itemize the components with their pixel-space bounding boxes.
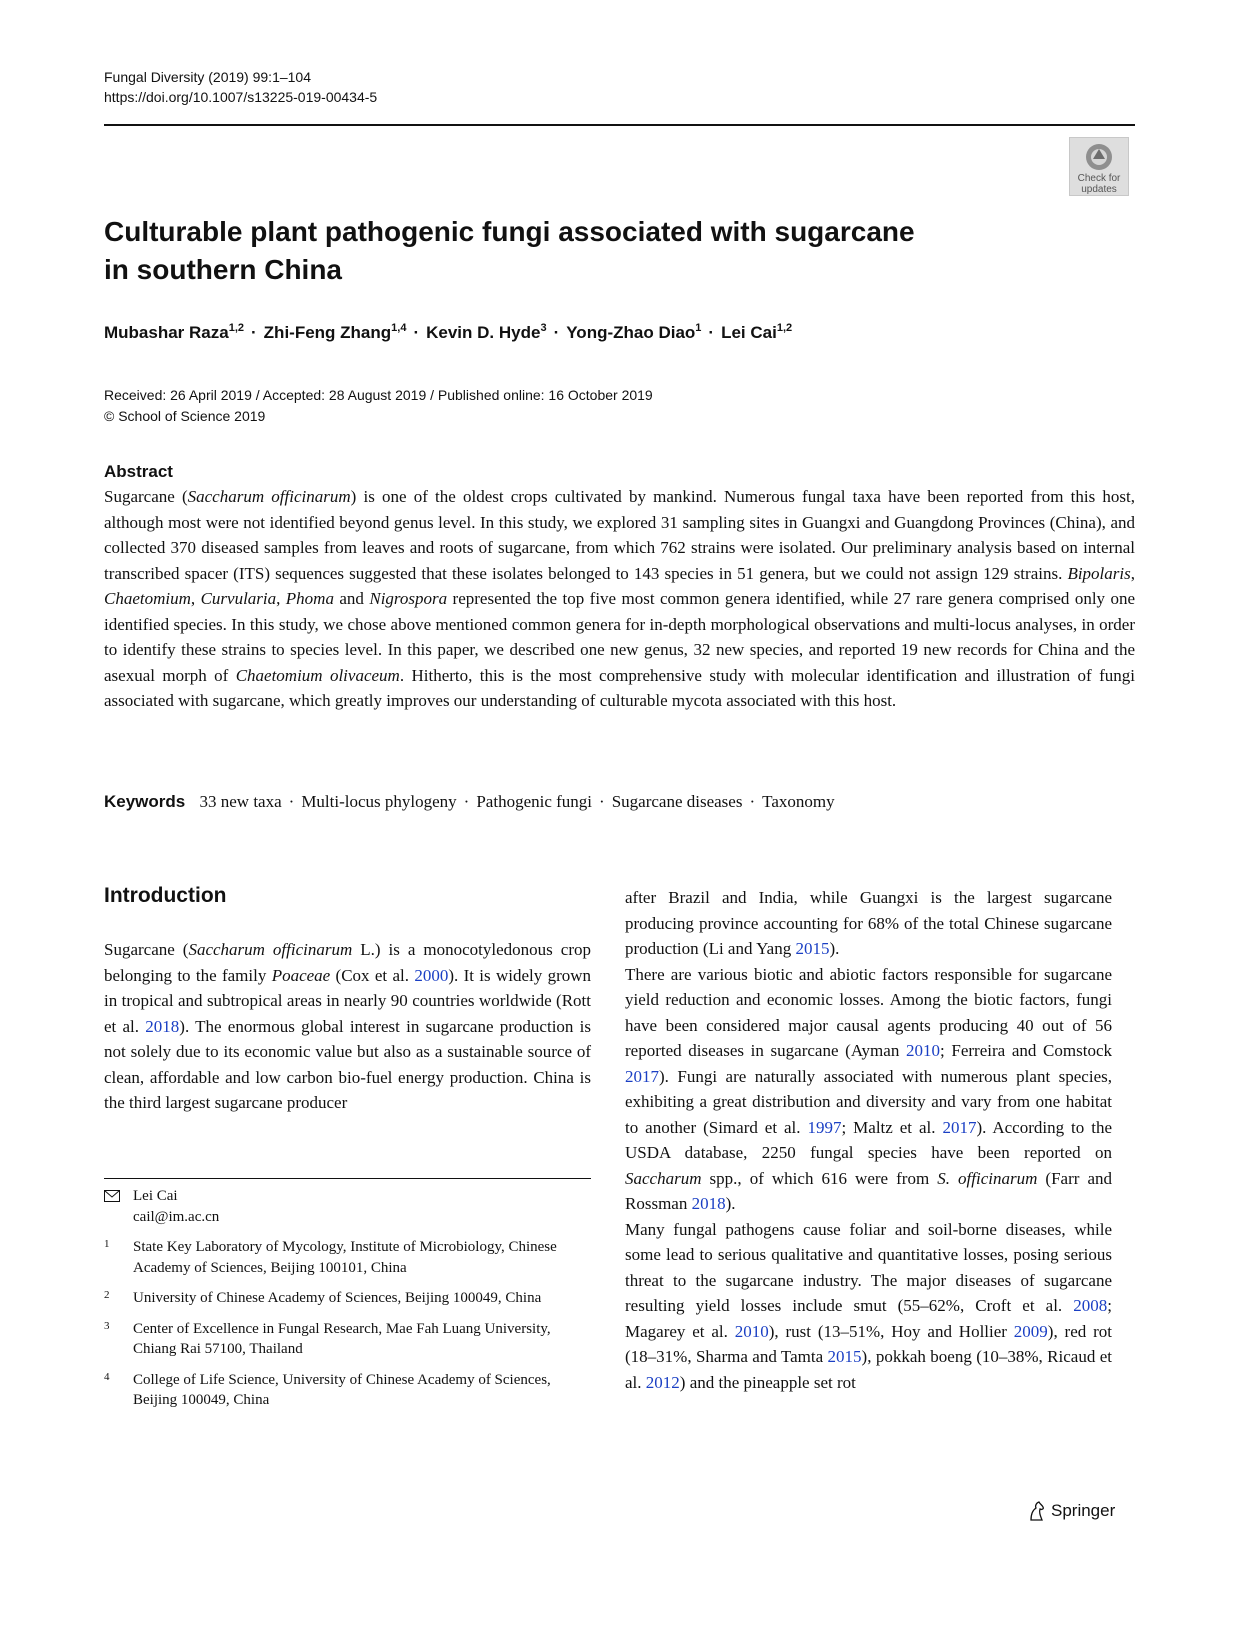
author-name[interactable]: Mubashar Raza [104,323,229,342]
citation-link[interactable]: 2008 [1073,1296,1108,1315]
text-run: ), pokkah boeng (10–38%, Ricaud et al. [625,1347,1112,1392]
author-separator: · [413,323,420,342]
correspondence-email[interactable]: cail@im.ac.cn [133,1208,220,1225]
affiliation-list [104,1237,591,1411]
affiliation [104,1370,591,1411]
correspondence [104,1186,591,1227]
introduction-heading: Introduction [104,884,227,907]
keyword: 33 new taxa [199,792,282,811]
italic-term: Phoma [285,589,334,608]
journal-citation: Fungal Diversity (2019) 99:1–104 [104,69,312,85]
affiliation-text: University of Chinese Academy of Sciences, Beijing 100049, China [133,1290,542,1306]
citation-link[interactable]: 2000 [414,965,449,985]
text-run: L.) is a monocotyledonous crop belonging to the family [104,940,591,985]
copyright-line: © School of Science 2019 [104,408,266,424]
keyword-separator: · [288,792,295,811]
citation-link[interactable]: 2009 [1013,1321,1048,1341]
text-run: ; Magarey et al. [625,1296,1112,1341]
affiliation [104,1237,591,1278]
citation-link[interactable]: 2010 [734,1321,769,1341]
italic-term: Saccharum [625,1168,702,1188]
keyword-separator: · [599,792,605,811]
text-run: ). The enormous global interest in sugarcane production is not solely due to its economic value but also as a sustainable source of clean, affordable and low carbon bio-fuel energy production. China is the third largest sugarcane producer [104,1016,591,1112]
badge-line-1: Check for [1077,173,1121,184]
italic-term: Chaetomium olivaceum [235,665,400,685]
envelope-icon [104,1190,120,1202]
citation-link[interactable]: 1997 [807,1117,842,1137]
affiliation-text: Center of Excellence in Fungal Research, Mae Fah Luang University, Chiang Rai 57100, Thailand [133,1320,551,1357]
text-run: ). Fungi are naturally associated with numerous plant species, exhibiting a great distribution and diversity and vary from one habitat to another (Simard et al. [625,1066,1112,1137]
affiliation-text: State Key Laboratory of Mycology, Institute of Microbiology, Chinese Academy of Sciences, Beijing 100101, China [133,1239,557,1276]
text-run: and [333,589,370,608]
abstract-heading: Abstract [104,462,173,481]
text-run: , [1130,563,1135,583]
author-separator: · [251,323,257,342]
keyword-separator: · [463,792,470,811]
author-affiliation-marker: 1 [695,322,702,334]
text-run: There are various biotic and abiotic factors responsible for sugarcane yield reduction and economic losses. Among the biotic factors, fungi have been considered major causal agents producing 40 out of 56 reported diseases in sugarcane (Ayman [625,964,1112,1060]
italic-term: Bipolaris [1067,563,1131,583]
affiliation [104,1319,591,1360]
keyword: Pathogenic fungi [476,792,593,811]
text-run: ). [725,1194,736,1213]
author-separator: · [708,323,715,342]
text-run: ), red rot (18–31%, Sharma and Tamta [625,1321,1112,1366]
text-run: ) is one of the oldest crops cultivated by mankind. Numerous fungal taxa have been reported from this host, although most were not identified beyond genus level. In this study, we explored 31 sampling sites in Guangxi and Guangdong Provinces (China), and collected 370 diseased samples from leaves and roots of sugarcane, from which 762 strains were isolated. Our preliminary analysis based on internal transcribed spacer (ITS) sequences suggested that these isolates belonged to 143 species in 51 genera, but we could not assign 129 strains. [104,487,1135,583]
citation-link[interactable]: 2015 [795,939,830,958]
footnote-rule [104,1178,591,1179]
italic-term: Poaceae [271,965,331,985]
article-title [104,213,1004,289]
badge-line-2: updates [1081,184,1117,195]
affiliation-number: 3 [104,1319,110,1332]
citation-link[interactable]: 2010 [906,1041,940,1060]
publisher-logo [1027,1500,1115,1522]
keyword: Taxonomy [762,792,835,811]
affiliation-text: College of Life Science, University of Chinese Academy of Sciences, Beijing 100049, China [133,1371,551,1408]
citation-link[interactable]: 2018 [691,1194,726,1213]
text-run: Sugarcane ( [104,487,188,506]
affiliation-number: 1 [104,1238,110,1250]
publisher-name: Springer [1051,1501,1116,1520]
text-run: ). It is widely grown in tropical and subtropical areas in nearly 90 countries worldwide (Rott et al. [104,965,592,1036]
header-rule [104,124,1135,126]
title-line-2: in southern China [104,254,342,285]
italic-term: Curvularia [200,589,277,608]
dates-line: Received: 26 April 2019 / Accepted: 28 August 2019 / Published online: 16 October 2019 [104,387,653,403]
citation-link[interactable]: 2015 [827,1347,862,1366]
text-run: (Cox et al. [330,965,415,985]
check-for-updates-badge[interactable] [1069,137,1129,196]
text-run: . Hitherto, this is the most comprehensive study with molecular identification and illustration of fungi associated with sugarcane, which greatly improves our understanding of culturable mycota associated with this host. [104,665,1135,710]
introduction-left-column [104,937,591,1116]
publication-dates [104,385,653,427]
author-list [104,323,792,343]
italic-term: S. officinarum [937,1168,1038,1188]
text-run: , [276,589,286,608]
author-affiliation-marker: 1,2 [228,322,244,334]
citation-link[interactable]: 2012 [645,1372,680,1392]
introduction-right-column [625,885,1112,1395]
text-run: represented the top five most common genera identified, while 27 rare genera comprised only one identified species. In this study, we chose above mentioned common genera for in-depth morphological observations and multi-locus analyses, in order to identify these strains to species level. In this paper, we described one new genus, 32 new species, and reported 19 new records for China and the asexual morph of [104,589,1136,685]
check-updates-icon [1085,143,1113,171]
correspondence-name: Lei Cai [133,1188,178,1204]
text-run: ; Ferreira and Comstock [940,1041,1113,1060]
text-run: ). According to the USDA database, 2250 fungal species have been reported on [625,1117,1112,1162]
keyword: Sugarcane diseases [611,792,743,811]
affiliation [104,1288,591,1309]
author-name[interactable]: Zhi-Feng Zhang [263,323,392,342]
author-separator: · [553,323,560,342]
text-run: ), rust (13–51%, Hoy and Hollier [768,1321,1014,1341]
citation-link[interactable]: 2017 [942,1117,977,1137]
keywords-label: Keywords [104,792,186,811]
paragraph [625,885,1112,962]
author-affiliation-marker: 1,4 [391,322,407,334]
italic-term: Saccharum officinarum [188,940,353,959]
italic-term: Chaetomium [104,589,191,608]
citation-link[interactable]: 2017 [625,1066,659,1086]
text-run: Sugarcane ( [104,940,189,959]
paragraph [625,962,1112,1217]
keyword: Multi-locus phylogeny [301,792,457,811]
text-run: Many fungal pathogens cause foliar and soil-borne diseases, while some lead to serious qualitative and quantitative losses, posing serious threat to the sugarcane industry. The major diseases of sugarcane resulting yield losses include smut (55–62%, Croft et al. [625,1219,1112,1315]
text-run: spp., of which 616 were from [701,1168,938,1188]
author-name[interactable]: Yong-Zhao Diao [566,323,696,342]
keyword-separator: · [749,792,756,811]
keywords [104,792,835,812]
affiliation-number: 4 [104,1370,110,1383]
italic-term: Saccharum officinarum [187,487,351,506]
italic-term: Nigrospora [369,589,448,608]
author-affiliation-marker: 3 [540,322,547,334]
affiliation-number: 2 [104,1289,110,1301]
paragraph [625,1217,1112,1396]
text-run: after Brazil and India, while Guangxi is the largest sugarcane producing province accounting for 68% of the total Chinese sugarcane production (Li and Yang [625,888,1112,958]
journal-header [104,67,377,107]
text-run: ; Maltz et al. [841,1117,943,1137]
abstract-text [104,484,1135,714]
text-run: , [190,589,201,608]
title-line-1: Culturable plant pathogenic fungi associated with sugarcane [104,216,915,247]
text-run: (Farr and Rossman [625,1168,1113,1213]
text-run: ) and the pineapple set rot [679,1372,856,1392]
citation-link[interactable]: 2018 [145,1016,180,1036]
text-run: ). [829,939,840,958]
springer-horse-icon [1027,1500,1047,1522]
doi-link[interactable]: https://doi.org/10.1007/s13225-019-00434-5 [104,89,378,105]
author-name[interactable]: Lei Cai [721,323,777,342]
author-name[interactable]: Kevin D. Hyde [426,323,541,342]
footnotes [104,1186,591,1421]
keyword-items [200,792,835,811]
author-affiliation-marker: 1,2 [776,322,793,334]
